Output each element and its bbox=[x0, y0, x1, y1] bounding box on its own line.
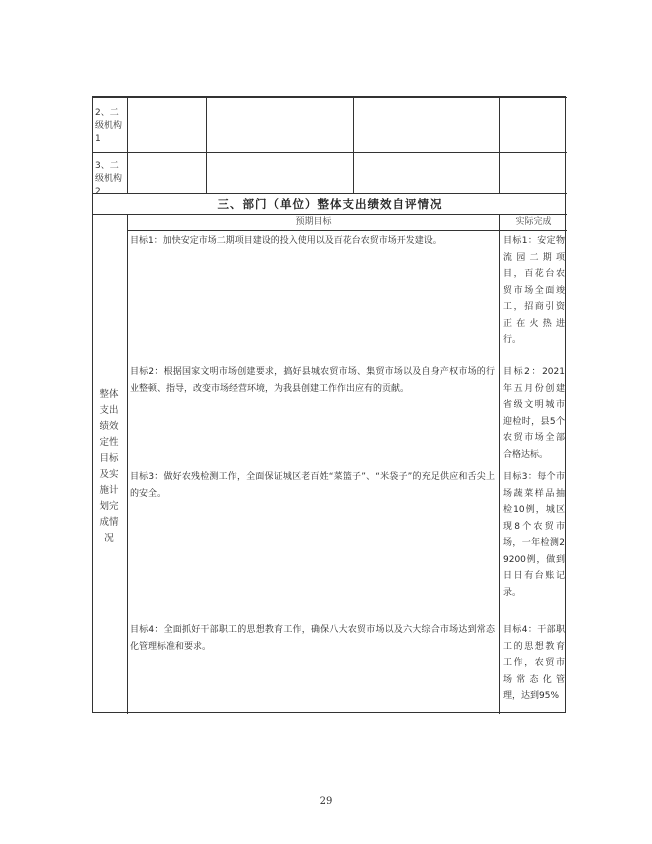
row-divider bbox=[93, 97, 567, 98]
col-divider bbox=[353, 97, 354, 193]
row-label-secondary-unit-2: 3、二级机构2 bbox=[95, 161, 123, 197]
col-divider bbox=[127, 214, 128, 714]
col-divider bbox=[127, 97, 128, 193]
goal-3-actual: 目标3：每个市场蔬菜样品抽检10例，城区现8个农贸市场，一年检测29200例，做到日日有台账记录。 bbox=[503, 472, 565, 598]
category-label: 整体支出绩效定性目标及实施计划完成情况 bbox=[99, 389, 119, 544]
section-title: 三、部门（单位）整体支出绩效自评情况 bbox=[217, 197, 443, 211]
col-divider bbox=[499, 214, 500, 714]
col-divider bbox=[206, 97, 207, 193]
goal-1-actual: 目标1：安定物流园二期项目，百花台农贸市场全面竣工，招商引资正在火热进行。 bbox=[503, 236, 565, 345]
col-header-planned: 预期目标 bbox=[295, 217, 332, 227]
row-label-secondary-unit-1: 2、二级机构1 bbox=[95, 108, 123, 144]
goal-3-planned: 目标3：做好农残检测工作，全面保证城区老百姓“菜篮子”、“米袋子”的充足供应和舌尖上的安全。 bbox=[130, 472, 495, 499]
col-divider bbox=[499, 97, 500, 193]
page-number: 29 bbox=[319, 796, 333, 807]
goal-2-planned: 目标2：根据国家文明市场创建要求，搞好县城农贸市场、集贸市场以及自身产权市场的行业整顿、指导，改变市场经营环境，为我县创建工作作出应有的贡献。 bbox=[130, 367, 495, 394]
goal-1-planned: 目标1：加快安定市场二期项目建设的投入使用以及百花台农贸市场开发建设。 bbox=[130, 236, 442, 246]
goal-2-actual: 目标2：2021年五月份创建省级文明城市迎检时，县5个农贸市场全部合格达标。 bbox=[503, 367, 565, 460]
col-header-actual: 实际完成 bbox=[515, 217, 552, 227]
performance-table bbox=[92, 96, 566, 713]
goal-4-planned: 目标4：全面抓好干部职工的思想教育工作，确保八大农贸市场以及六大综合市场达到常态化管理标准和要求。 bbox=[130, 625, 495, 652]
header-divider bbox=[127, 230, 567, 231]
goal-4-actual: 目标4：干部职工的思想教育工作，农贸市场常态化管理，达到95% bbox=[503, 625, 565, 701]
row-divider bbox=[93, 152, 567, 153]
